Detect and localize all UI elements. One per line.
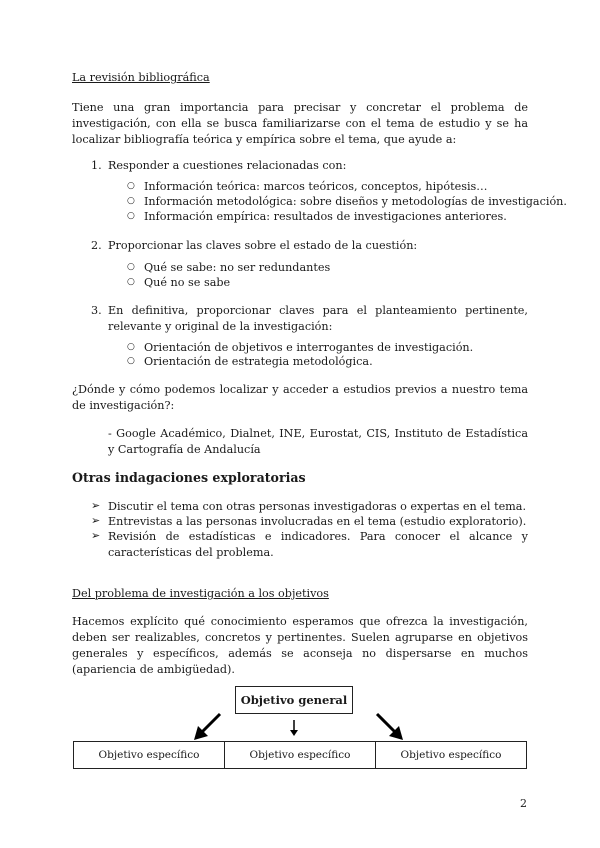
objetivos-paragraph: Hacemos explícito qué conocimiento esperamos que ofrezca la investigación, deben ser realizables, concretos y pertinentes. Suelen agruparse en objetivos generales y específicos, además se aconseja no dispersarse en muchos (apariencia de ambigüedad). (72, 615, 528, 676)
sub-item: Orientación de estrategia metodológica. (144, 355, 373, 368)
sub-item: Qué no se sabe (144, 276, 231, 289)
objetivo-general-box: Objetivo general (235, 686, 353, 714)
sub-item: Información teórica: marcos teóricos, conceptos, hipótesis… (144, 180, 488, 193)
sub-bullet-icon: ○ (127, 196, 135, 206)
sub-item: Orientación de objetivos e interrogantes de investigación. (144, 341, 474, 354)
list-item-3: En definitiva, proporcionar claves para el planteamiento pertinente, relevante y original de la investigación: (108, 304, 528, 333)
arrow-bullet-icon: ➢ (91, 499, 101, 512)
section-heading-otras: Otras indagaciones exploratorias (72, 470, 306, 485)
diagram-arrows (190, 712, 420, 742)
sub-bullet-icon: ○ (127, 181, 135, 191)
list-item: Entrevistas a las personas involucradas en el tema (estudio exploratorio). (108, 515, 527, 528)
arrow-bullet-icon: ➢ (91, 529, 101, 542)
section-heading-objetivos: Del problema de investigación a los objetivos (72, 587, 329, 600)
list-number-1: 1. (91, 159, 102, 172)
arrow-down-left-icon (194, 714, 220, 740)
page-number: 2 (520, 797, 527, 810)
list-item-2: Proporcionar las claves sobre el estado de la cuestión: (108, 239, 418, 252)
sub-item: Información empírica: resultados de investigaciones anteriores. (144, 210, 507, 223)
list-item: Revisión de estadísticas e indicadores. Para conocer el alcance y características del problema. (108, 530, 528, 559)
sub-bullet-icon: ○ (127, 356, 135, 366)
objetivos-especificos-table (73, 741, 527, 769)
list-number-2: 2. (91, 239, 102, 252)
arrow-down-right-icon (377, 714, 403, 740)
objetivo-especifico-cell: Objetivo específico (400, 749, 502, 761)
sub-bullet-icon: ○ (127, 342, 135, 352)
objetivo-especifico-cell: Objetivo específico (225, 742, 376, 768)
list-number-3: 3. (91, 304, 102, 317)
sub-bullet-icon: ○ (127, 262, 135, 272)
section-heading-revision: La revisión bibliográfica (72, 71, 210, 84)
sub-item: Información metodológica: sobre diseños y metodologías de investigación. (144, 195, 567, 208)
objetivo-especifico-cell: Objetivo específico (74, 742, 225, 768)
arrow-bullet-icon: ➢ (91, 514, 101, 527)
question-paragraph: ¿Dónde y cómo podemos localizar y acceder a estudios previos a nuestro tema de investigación?: (72, 383, 528, 412)
arrow-down-icon (290, 720, 298, 736)
list-item: Discutir el tema con otras personas investigadoras o expertas en el tema. (108, 500, 527, 513)
sub-item: Qué se sabe: no ser redundantes (144, 261, 331, 274)
intro-paragraph: Tiene una gran importancia para precisar y concretar el problema de investigación, con ella se busca familiarizarse con el tema de estudio y se ha localizar bibliografía teórica y empírica sobre el tema, que ayude a: (72, 101, 528, 146)
sub-bullet-icon: ○ (127, 277, 135, 287)
sub-bullet-icon: ○ (127, 211, 135, 221)
sources-list: - Google Académico, Dialnet, INE, Eurostat, CIS, Instituto de Estadística y Cartografía de Andalucía (108, 427, 528, 456)
list-item-1: Responder a cuestiones relacionadas con: (108, 159, 347, 172)
